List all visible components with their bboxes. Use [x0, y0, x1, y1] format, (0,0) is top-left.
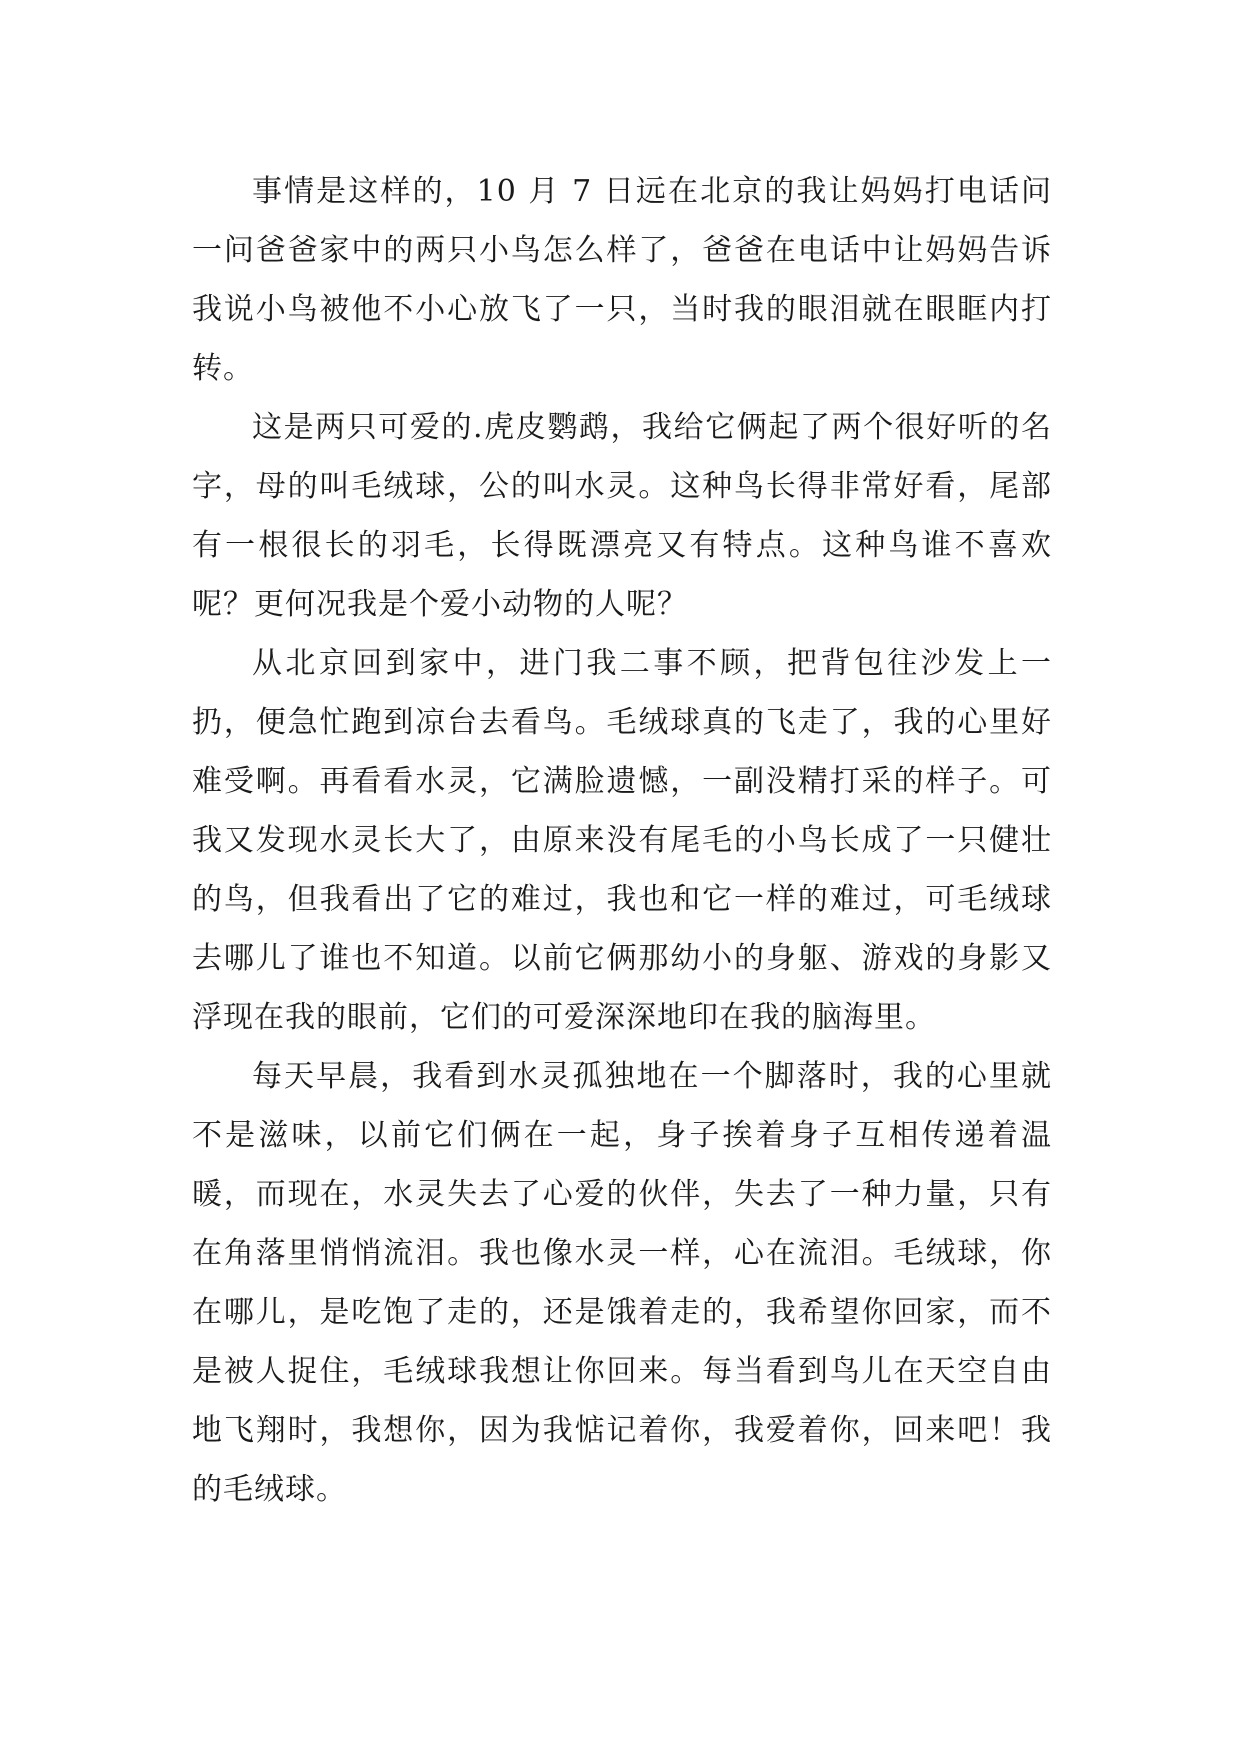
- paragraph-3: 从北京回到家中，进门我二事不顾，把背包往沙发上一扔，便急忙跑到凉台去看鸟。毛绒球真的飞走了，我的心里好难受啊。再看看水灵，它满脸遗憾，一副没精打采的样子。可我又发现水灵长大了，由原来没有尾毛的小鸟长成了一只健壮的鸟，但我看出了它的难过，我也和它一样的难过，可毛绒球去哪儿了谁也不知道。以前它俩那幼小的身躯、游戏的身影又浮现在我的眼前，它们的可爱深深地印在我的脑海里。: [192, 646, 1052, 1035]
- paragraph-2: 这是两只可爱的.虎皮鹦鹉，我给它俩起了两个很好听的名字，母的叫毛绒球，公的叫水灵。这种鸟长得非常好看，尾部有一根很长的羽毛，长得既漂亮又有特点。这种鸟谁不喜欢呢？更何况我是个爱小动物的人呢？: [192, 410, 1052, 622]
- document-body: [192, 162, 1052, 1519]
- paragraph-1: 事情是这样的，10 月 7 日远在北京的我让妈妈打电话问一问爸爸家中的两只小鸟怎么样了，爸爸在电话中让妈妈告诉我说小鸟被他不小心放飞了一只，当时我的眼泪就在眼眶内打转。: [192, 174, 1052, 386]
- paragraph-4: 每天早晨，我看到水灵孤独地在一个脚落时，我的心里就不是滋味，以前它们俩在一起，身子挨着身子互相传递着温暖，而现在，水灵失去了心爱的伙伴，失去了一种力量，只有在角落里悄悄流泪。我也像水灵一样，心在流泪。毛绒球，你在哪儿，是吃饱了走的，还是饿着走的，我希望你回家，而不是被人捉住，毛绒球我想让你回来。每当看到鸟儿在天空自由地飞翔时，我想你，因为我惦记着你，我爱着你，回来吧！我的毛绒球。: [192, 1059, 1052, 1507]
